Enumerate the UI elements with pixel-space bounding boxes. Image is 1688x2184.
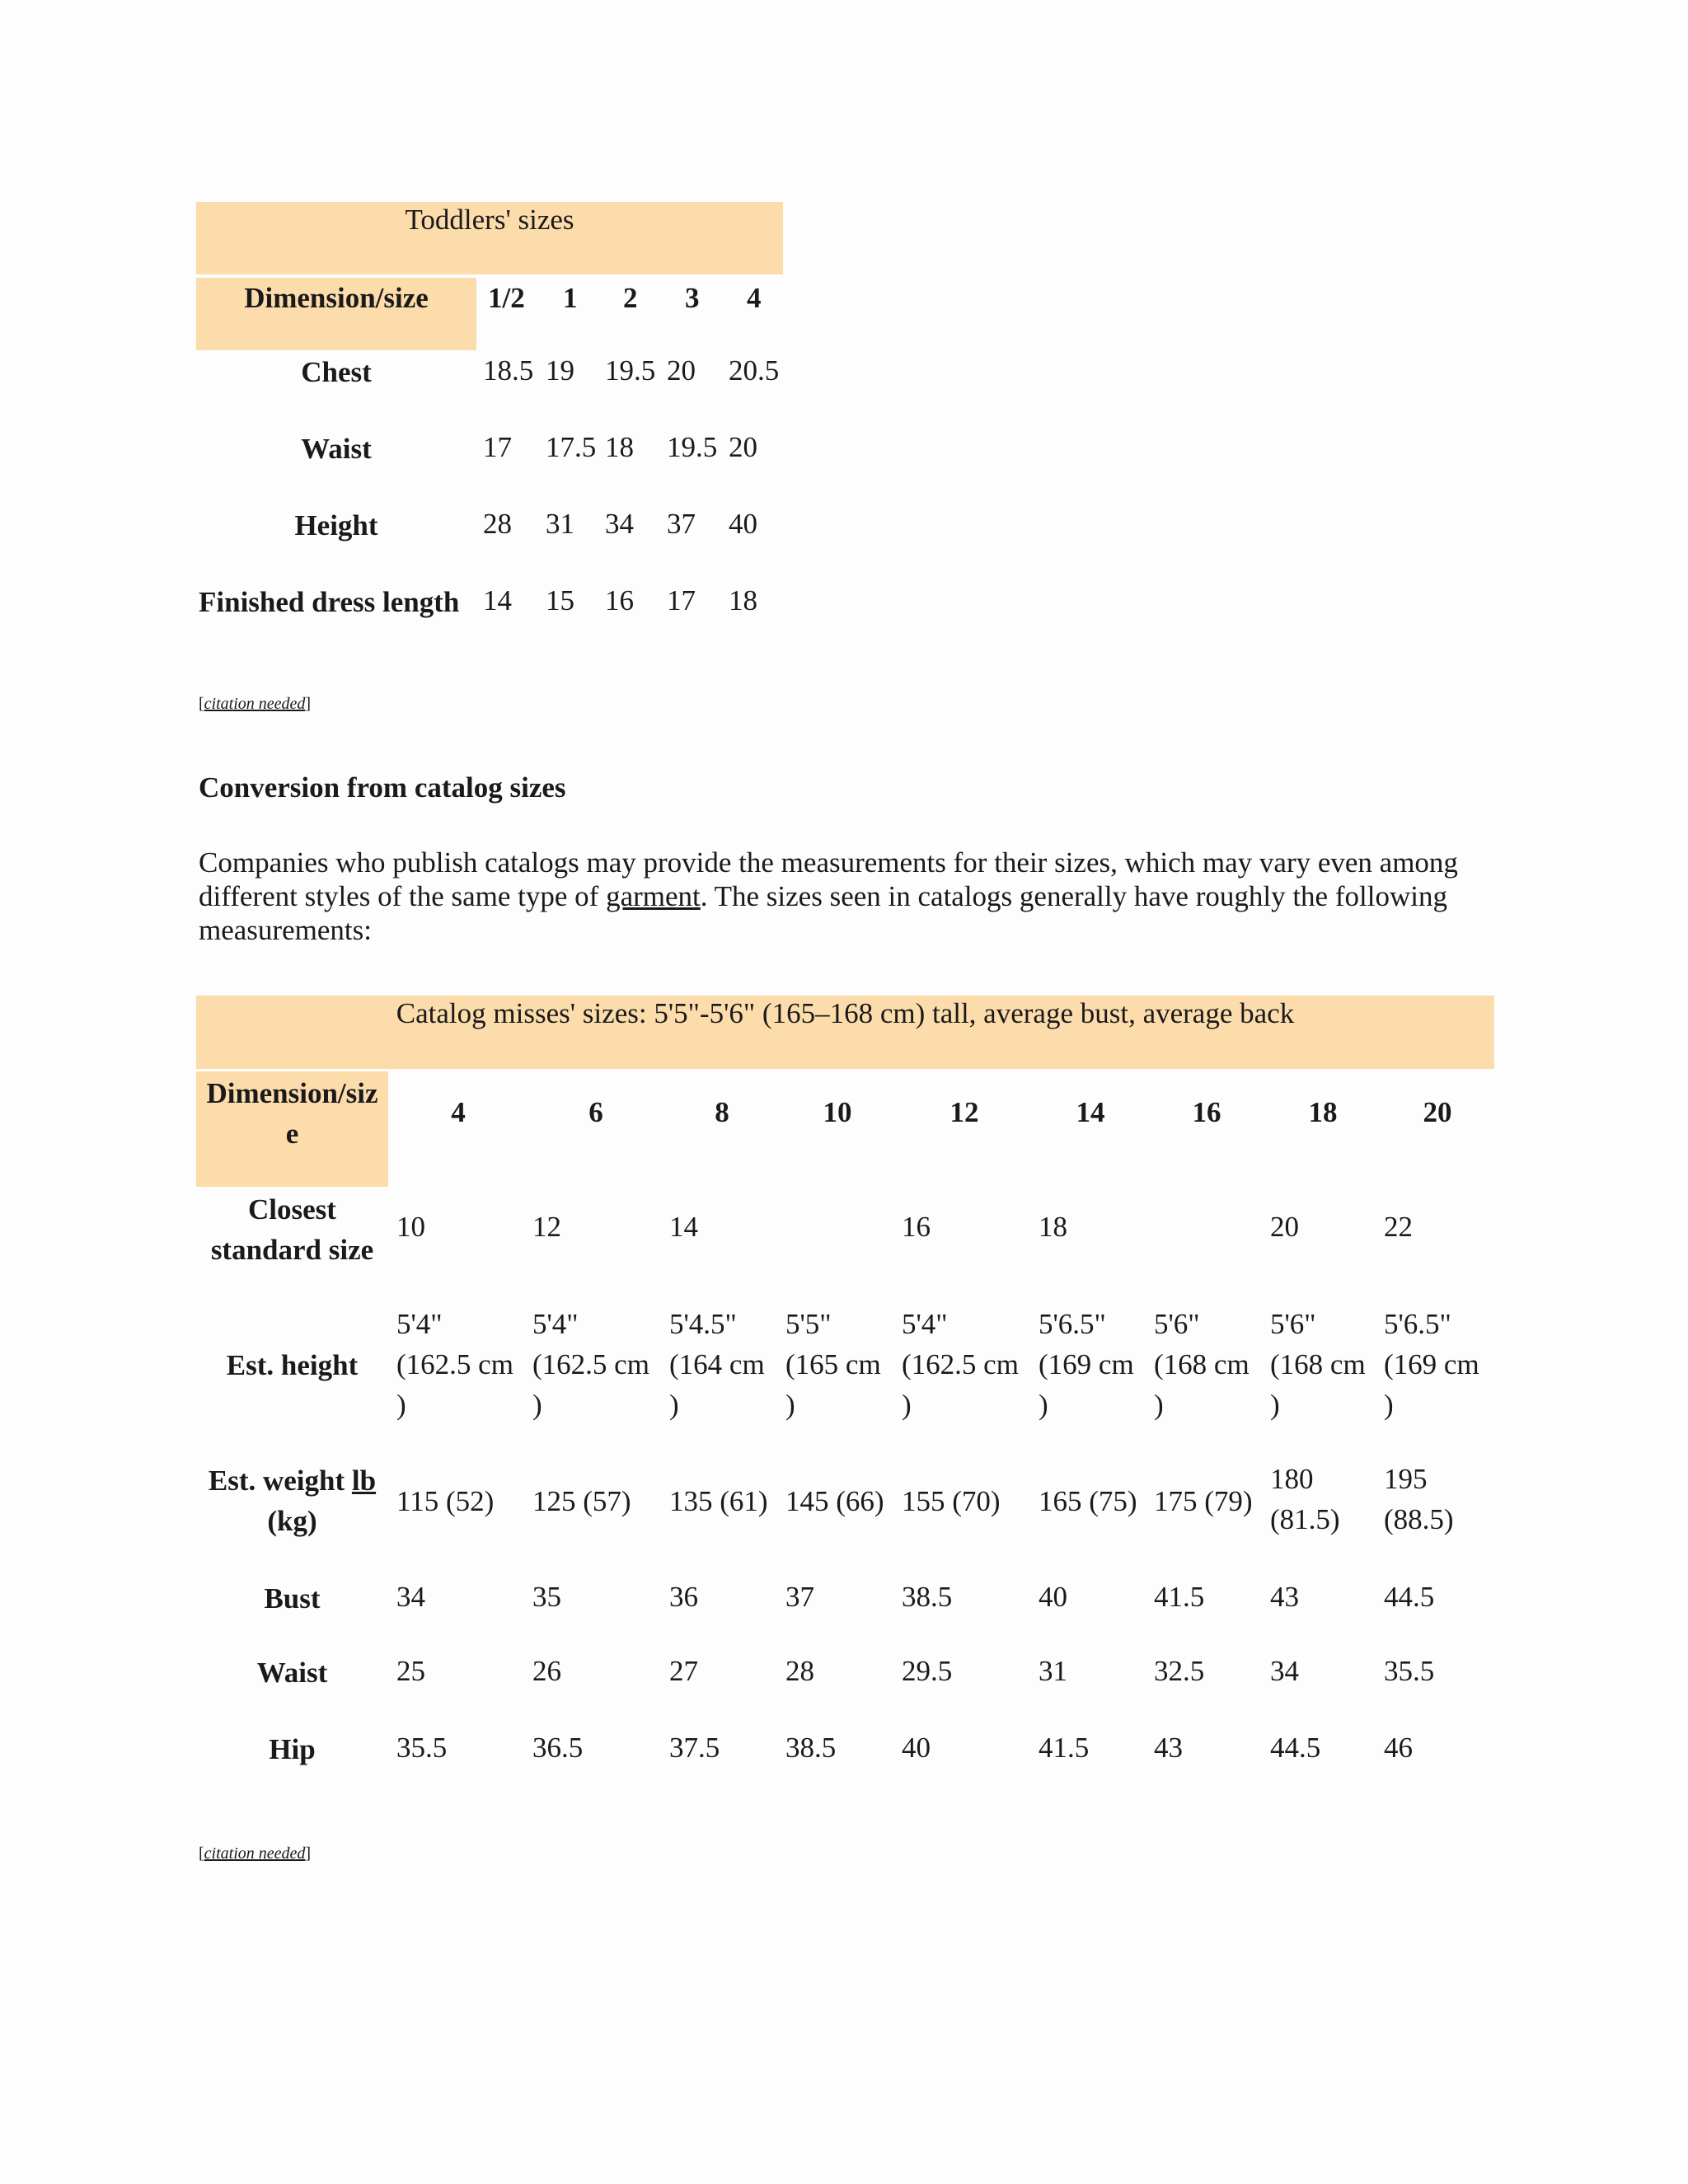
catalog-cell: 20 [1270,1211,1299,1243]
paragraph-text: Companies who publish catalogs may provide the measurements for their sizes, which may vary even among different styles of the same type of [199,846,1458,912]
citation-needed: [citation needed] [199,1844,312,1863]
toddlers-cell: 20 [729,431,757,463]
catalog-cell: 5'5" (165 cm ) [785,1308,881,1421]
paragraph-text: . The sizes seen in catalogs generally have roughly the following measurements: [199,880,1447,946]
toddlers-cell: 40 [729,508,757,540]
catalog-cell: 14 [669,1211,698,1243]
toddlers-cell: 34 [605,508,634,540]
catalog-size-header: 14 [1076,1096,1105,1128]
catalog-cell: 195 (88.5) [1384,1463,1454,1535]
catalog-cell: 10 [396,1211,425,1243]
toddlers-row-label: Finished dress length [199,586,460,618]
toddlers-cell: 20 [667,354,696,387]
catalog-cell: 36.5 [532,1732,584,1764]
toddlers-size-header: 3 [685,282,700,314]
catalog-cell: 115 (52) [396,1485,495,1517]
toddlers-cell: 14 [483,584,512,616]
catalog-cell: 35 [532,1581,561,1613]
catalog-cell: 37.5 [669,1732,720,1764]
toddlers-cell: 19 [546,354,574,387]
toddlers-cell: 19.5 [667,431,718,463]
toddlers-cell: 20.5 [729,354,780,387]
garment-link[interactable]: garment [606,880,701,912]
catalog-cell: 135 (61) [669,1485,768,1517]
catalog-row-label: Hip [269,1733,316,1765]
toddlers-cell: 17.5 [546,431,597,463]
toddlers-cell: 16 [605,584,634,616]
catalog-row-label: Est. weight lb (kg) [208,1465,377,1537]
toddlers-cell: 37 [667,508,696,540]
toddlers-cell: 31 [546,508,574,540]
catalog-header-label: Dimension/siz e [206,1077,378,1150]
catalog-cell: 12 [532,1211,561,1243]
catalog-cell: 34 [1270,1655,1299,1687]
catalog-cell: 5'6.5" (169 cm ) [1039,1308,1134,1421]
catalog-cell: 5'4" (162.5 cm ) [532,1308,649,1421]
toddlers-row-label: Waist [301,433,372,465]
catalog-size-header: 16 [1192,1096,1221,1128]
catalog-size-header: 20 [1423,1096,1452,1128]
catalog-cell: 36 [669,1581,698,1613]
lb-link[interactable]: lb [351,1465,377,1497]
catalog-cell: 40 [1039,1581,1067,1613]
toddlers-header-label: Dimension/size [244,282,429,314]
citation-needed-link[interactable]: citation needed [204,1844,306,1863]
catalog-row-label: Closest standard size [210,1193,374,1266]
catalog-size-header: 4 [451,1096,466,1128]
catalog-row-label: Waist [256,1657,328,1689]
catalog-cell: 46 [1384,1732,1413,1764]
intro-paragraph [199,846,1501,947]
catalog-cell: 5'4" (162.5 cm ) [396,1308,513,1421]
catalog-cell: 145 (66) [785,1485,884,1517]
citation-needed-link[interactable]: citation needed [204,695,306,713]
catalog-cell: 40 [902,1732,931,1764]
catalog-size-header: 10 [823,1096,852,1128]
catalog-cell: 5'6" (168 cm ) [1270,1308,1366,1421]
catalog-cell: 16 [902,1211,931,1243]
catalog-cell: 37 [785,1581,814,1613]
toddlers-row-label: Chest [301,356,372,388]
section-heading: Conversion from catalog sizes [199,771,566,804]
catalog-size-header: 8 [715,1096,729,1128]
catalog-cell: 180 (81.5) [1270,1463,1340,1535]
catalog-cell: 32.5 [1154,1655,1205,1687]
catalog-size-header: 12 [950,1096,979,1128]
catalog-cell: 5'4" (162.5 cm ) [902,1308,1019,1421]
catalog-cell: 5'6.5" (169 cm ) [1384,1308,1479,1421]
catalog-cell: 26 [532,1655,561,1687]
toddlers-cell: 17 [667,584,696,616]
catalog-cell: 38.5 [785,1732,837,1764]
catalog-cell: 31 [1039,1655,1067,1687]
catalog-cell: 35.5 [396,1732,448,1764]
citation-needed: [citation needed] [199,695,312,713]
catalog-cell: 43 [1270,1581,1299,1613]
toddlers-cell: 18 [605,431,634,463]
catalog-cell: 41.5 [1154,1581,1205,1613]
toddlers-cell: 19.5 [605,354,656,387]
catalog-cell: 38.5 [902,1581,953,1613]
catalog-cell: 35.5 [1384,1655,1435,1687]
catalog-size-header: 6 [588,1096,603,1128]
toddlers-size-header: 1 [563,282,578,314]
catalog-cell: 44.5 [1270,1732,1321,1764]
catalog-cell: 175 (79) [1154,1485,1253,1517]
catalog-cell: 155 (70) [902,1485,1001,1517]
catalog-row-label: Est. height [226,1349,359,1381]
toddlers-row-label: Height [294,509,378,541]
catalog-table-title: Catalog misses' sizes: 5'5"-5'6" (165–168 cm) tall, average bust, average back [396,997,1295,1029]
toddlers-size-header: 4 [747,282,762,314]
catalog-cell: 27 [669,1655,698,1687]
catalog-cell: 44.5 [1384,1581,1435,1613]
toddlers-size-header: 2 [623,282,638,314]
catalog-cell: 5'4.5" (164 cm ) [669,1308,765,1421]
toddlers-size-header: 1/2 [488,282,525,314]
catalog-cell: 43 [1154,1732,1183,1764]
catalog-cell: 18 [1039,1211,1067,1243]
catalog-cell: 34 [396,1581,425,1613]
toddlers-cell: 28 [483,508,512,540]
catalog-cell: 41.5 [1039,1732,1090,1764]
toddlers-cell: 18.5 [483,354,534,387]
catalog-cell: 28 [785,1655,814,1687]
catalog-cell: 5'6" (168 cm ) [1154,1308,1250,1421]
catalog-cell: 125 (57) [532,1485,631,1517]
toddlers-cell: 17 [483,431,512,463]
catalog-cell: 22 [1384,1211,1413,1243]
catalog-size-header: 18 [1308,1096,1338,1128]
toddlers-table-title: Toddlers' sizes [405,204,574,236]
catalog-row-label: Bust [264,1582,321,1615]
catalog-cell: 25 [396,1655,425,1687]
catalog-cell: 29.5 [902,1655,953,1687]
toddlers-cell: 15 [546,584,574,616]
catalog-cell: 165 (75) [1039,1485,1137,1517]
toddlers-cell: 18 [729,584,757,616]
